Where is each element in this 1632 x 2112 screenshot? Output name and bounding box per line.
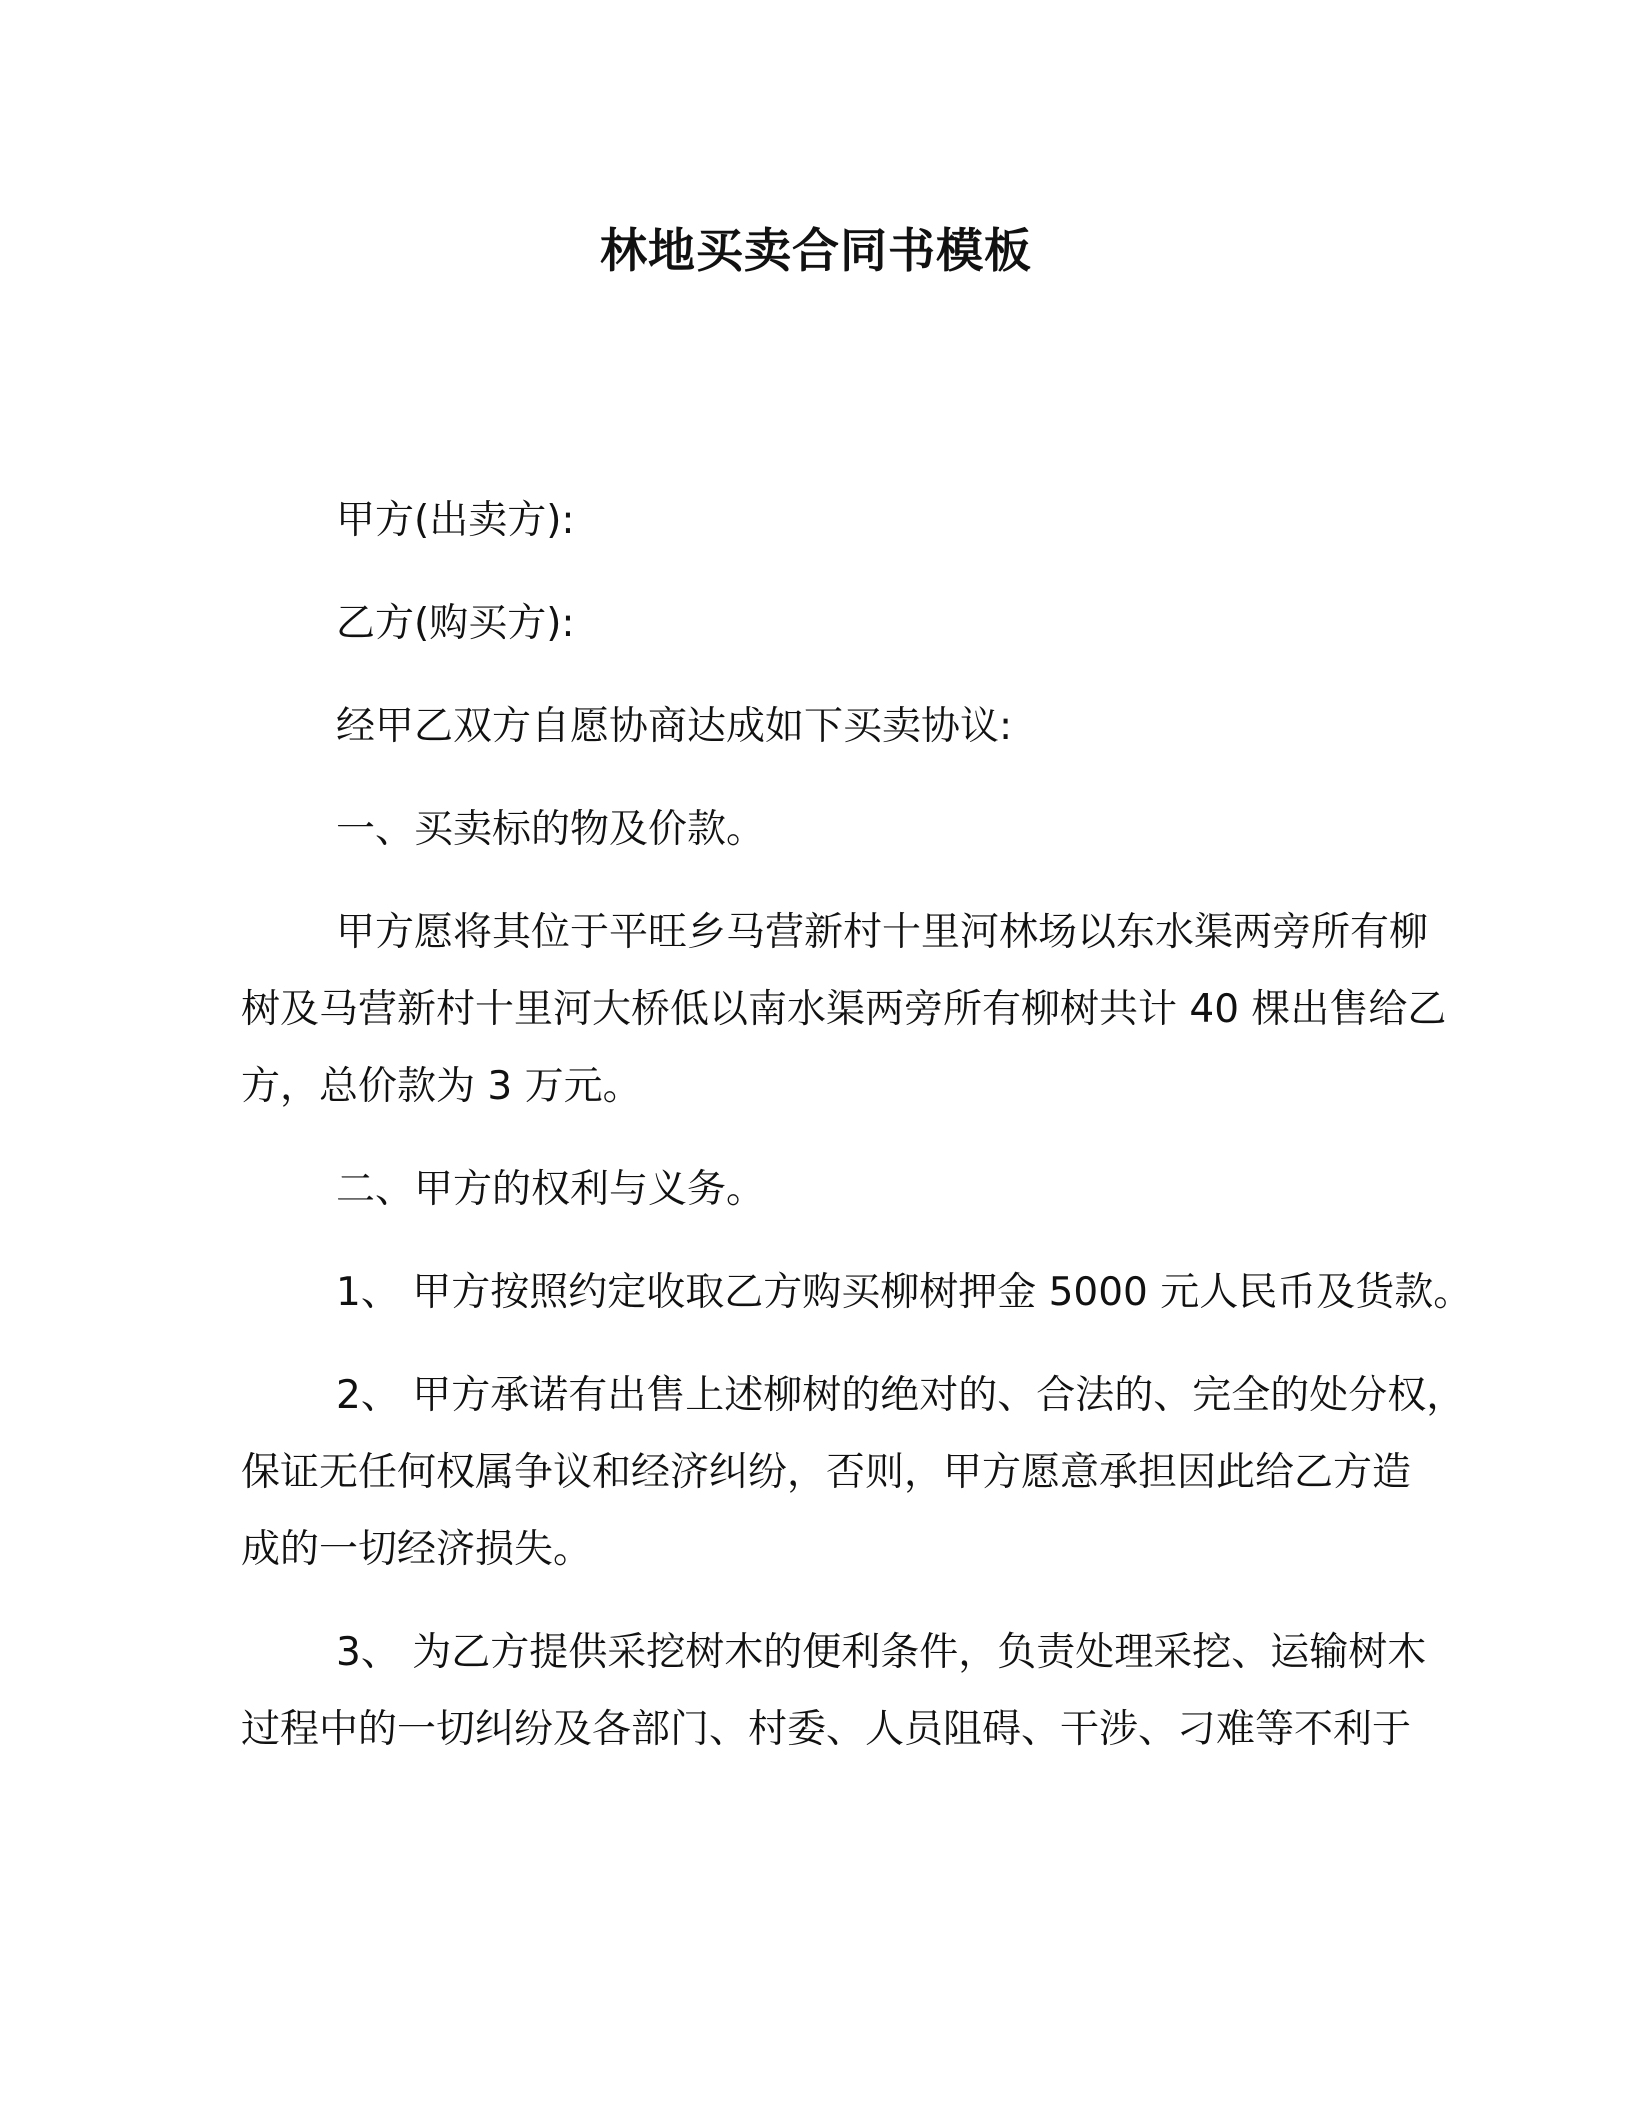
party-a-line: 甲方(出卖方): bbox=[336, 498, 575, 543]
clause-2-2-line: 成的一切经济损失。 bbox=[241, 1527, 593, 1572]
document-title: 林地买卖合同书模板 bbox=[600, 224, 1032, 279]
clause-2-2-line: 2、 甲方承诺有出售上述柳树的绝对的、合法的、完全的处分权， bbox=[336, 1373, 1466, 1418]
section-1-body-line: 树及马营新村十里河大桥低以南水渠两旁所有柳树共计 40 棵出售给乙 bbox=[241, 987, 1447, 1032]
section-1-body-line: 方，总价款为 3 万元。 bbox=[241, 1064, 642, 1109]
clause-2-1-line: 1、 甲方按照约定收取乙方购买柳树押金 5000 元人民币及货款。 bbox=[336, 1270, 1473, 1315]
section-1-heading: 一、买卖标的物及价款。 bbox=[336, 807, 766, 852]
agreement-intro-line: 经甲乙双方自愿协商达成如下买卖协议: bbox=[336, 704, 1013, 749]
party-b-line: 乙方(购买方): bbox=[336, 601, 575, 646]
clause-2-3-line: 过程中的一切纠纷及各部门、村委、人员阻碍、干涉、刁难等不利于 bbox=[241, 1707, 1412, 1752]
section-2-heading: 二、甲方的权利与义务。 bbox=[336, 1167, 766, 1212]
clause-2-3-line: 3、 为乙方提供采挖树木的便利条件，负责处理采挖、运输树木 bbox=[336, 1630, 1427, 1675]
clause-2-2-line: 保证无任何权属争议和经济纠纷，否则，甲方愿意承担因此给乙方造 bbox=[241, 1450, 1412, 1495]
section-1-body-line: 甲方愿将其位于平旺乡马营新村十里河林场以东水渠两旁所有柳 bbox=[336, 910, 1429, 955]
